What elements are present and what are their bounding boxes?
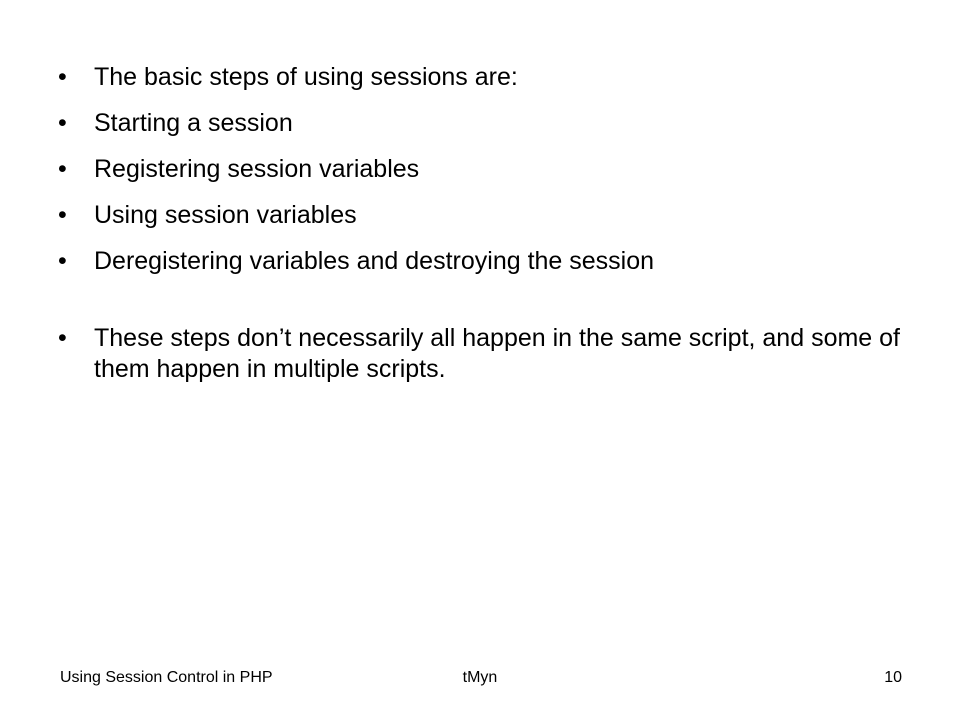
bullet-list [58, 62, 918, 400]
bullet-text: Using session variables [94, 201, 357, 229]
bullet-dot: • [58, 109, 67, 137]
bullet-text: Starting a session [94, 109, 293, 137]
bullet-item [58, 62, 918, 93]
bullet-text: The basic steps of using sessions are: [94, 63, 518, 91]
bullet-item [58, 246, 918, 277]
bullet-dot: • [58, 324, 67, 352]
bullet-item [58, 108, 918, 139]
bullet-dot: • [58, 247, 67, 275]
bullet-text: Deregistering variables and destroying the session [94, 247, 655, 275]
bullet-item [58, 200, 918, 231]
slide-number: 10 [884, 669, 902, 686]
bullet-dot: • [58, 155, 67, 183]
footer-title: Using Session Control in PHP [60, 669, 273, 686]
bullet-text: Registering session variables [94, 155, 420, 183]
bullet-dot: • [58, 63, 67, 91]
footer-author: tMyn [462, 669, 498, 686]
bullet-item [58, 323, 918, 385]
bullet-dot: • [58, 201, 67, 229]
bullet-text: These steps don’t necessarily all happen in the same script, and some of them happen in multiple scripts. [94, 324, 900, 383]
bullet-item [58, 154, 918, 185]
